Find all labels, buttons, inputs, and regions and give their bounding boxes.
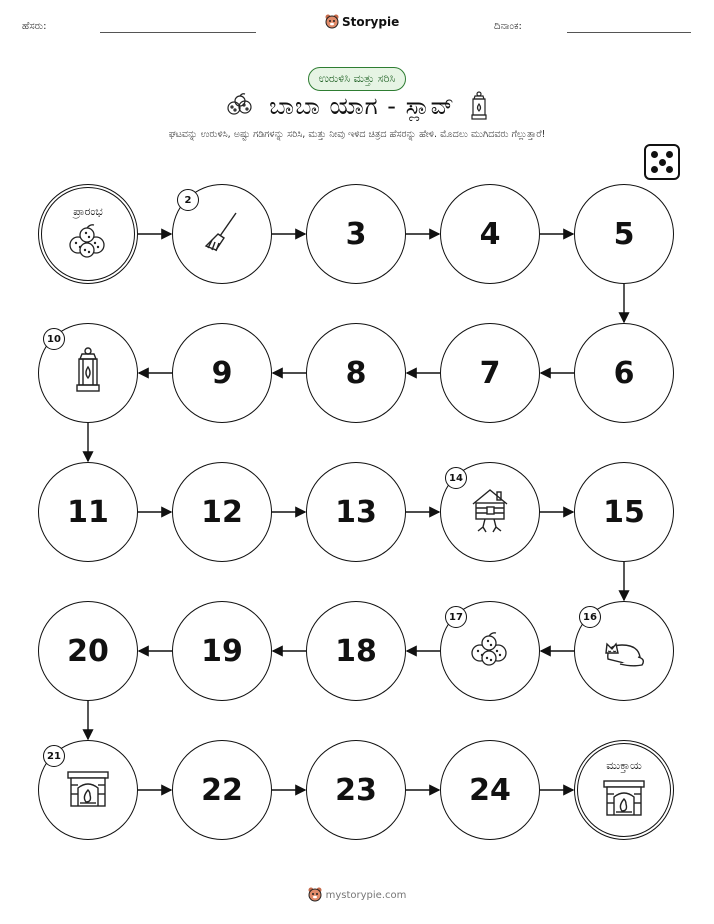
cell-number: 9 bbox=[211, 355, 233, 391]
name-label: ಹೆಸರು: bbox=[22, 21, 47, 32]
page-title: ಬಾಬಾ ಯಾಗ - ಸ್ಲಾವ್ bbox=[269, 92, 455, 120]
board-cell-4 bbox=[440, 184, 540, 284]
board-cell-6 bbox=[574, 323, 674, 423]
cell-number: 11 bbox=[67, 494, 109, 530]
cell-number: 8 bbox=[345, 355, 367, 391]
activity-tag: ಉರುಳಿಸಿ ಮತ್ತು ಸರಿಸಿ bbox=[308, 67, 407, 91]
board-cell-2 bbox=[172, 184, 272, 284]
board-cell-17 bbox=[440, 601, 540, 701]
bear-mascot-icon bbox=[308, 887, 322, 903]
cell-number: 13 bbox=[335, 494, 377, 530]
board-cell-5 bbox=[574, 184, 674, 284]
fireplace-icon bbox=[602, 777, 646, 821]
berries-icon bbox=[469, 631, 511, 671]
board-cell-18 bbox=[306, 601, 406, 701]
cell-number-badge: 2 bbox=[177, 189, 199, 211]
board-cell-7 bbox=[440, 323, 540, 423]
board-cell-23 bbox=[306, 740, 406, 840]
cell-number: 18 bbox=[335, 633, 377, 669]
date-label: ದಿನಾಂಕ: bbox=[494, 21, 522, 32]
board-cell-16 bbox=[574, 601, 674, 701]
board-cell-10 bbox=[38, 323, 138, 423]
board-cell-1 bbox=[38, 184, 138, 284]
brand-name: Storypie bbox=[342, 15, 400, 29]
cell-number: 5 bbox=[613, 216, 635, 252]
instructions: ಘಟವನ್ನು ಉರುಳಿಸಿ, ಅಷ್ಟು ಗಡಿಗಳನ್ನು ಸರಿಸಿ, ಮತ್ತು ನೀವು ಇಳಿದ ಚಿತ್ರದ ಹೆಸರನ್ನು ಹೇಳಿ. ಮೊದಲು ಮುಗಿದವರು ಗೆಲ್ಲುತ್ತಾರೆ! bbox=[168, 129, 546, 140]
cell-number-badge: 16 bbox=[579, 606, 601, 628]
board-cell-20 bbox=[38, 601, 138, 701]
board-cell-3 bbox=[306, 184, 406, 284]
broom-icon bbox=[202, 210, 242, 258]
berries-icon bbox=[67, 223, 109, 263]
board-cell-21 bbox=[38, 740, 138, 840]
board-cell-11 bbox=[38, 462, 138, 562]
cell-number: 12 bbox=[201, 494, 243, 530]
cell-number: 24 bbox=[469, 772, 511, 808]
board-cell-19 bbox=[172, 601, 272, 701]
footer-row bbox=[0, 887, 714, 903]
cell-number-badge: 14 bbox=[445, 467, 467, 489]
cell-number: 22 bbox=[201, 772, 243, 808]
board-cell-24 bbox=[440, 740, 540, 840]
hut-on-chicken-legs-icon bbox=[467, 486, 513, 538]
cell-number-badge: 10 bbox=[43, 328, 65, 350]
board-cell-15 bbox=[574, 462, 674, 562]
board-cell-12 bbox=[172, 462, 272, 562]
board-cell-9 bbox=[172, 323, 272, 423]
cell-number: 23 bbox=[335, 772, 377, 808]
board-cell-25 bbox=[574, 740, 674, 840]
board-cell-22 bbox=[172, 740, 272, 840]
cell-number: 7 bbox=[479, 355, 501, 391]
cell-number-badge: 17 bbox=[445, 606, 467, 628]
sleeping-cat-icon bbox=[600, 631, 648, 671]
board-cell-13 bbox=[306, 462, 406, 562]
finish-label: ಮುಕ್ತಾಯ bbox=[606, 759, 642, 772]
board-cell-8 bbox=[306, 323, 406, 423]
cell-number: 20 bbox=[67, 633, 109, 669]
footer-site[interactable]: mystorypie.com bbox=[325, 889, 407, 901]
cell-number-badge: 21 bbox=[43, 745, 65, 767]
cell-number: 19 bbox=[201, 633, 243, 669]
fireplace-icon bbox=[66, 768, 110, 812]
cell-number: 15 bbox=[603, 494, 645, 530]
cell-number: 4 bbox=[479, 216, 501, 252]
lantern-icon bbox=[73, 347, 103, 399]
cell-number: 6 bbox=[613, 355, 635, 391]
start-label: ಪ್ರಾರಂಭ bbox=[73, 205, 103, 218]
board-cell-14 bbox=[440, 462, 540, 562]
cell-number: 3 bbox=[345, 216, 367, 252]
